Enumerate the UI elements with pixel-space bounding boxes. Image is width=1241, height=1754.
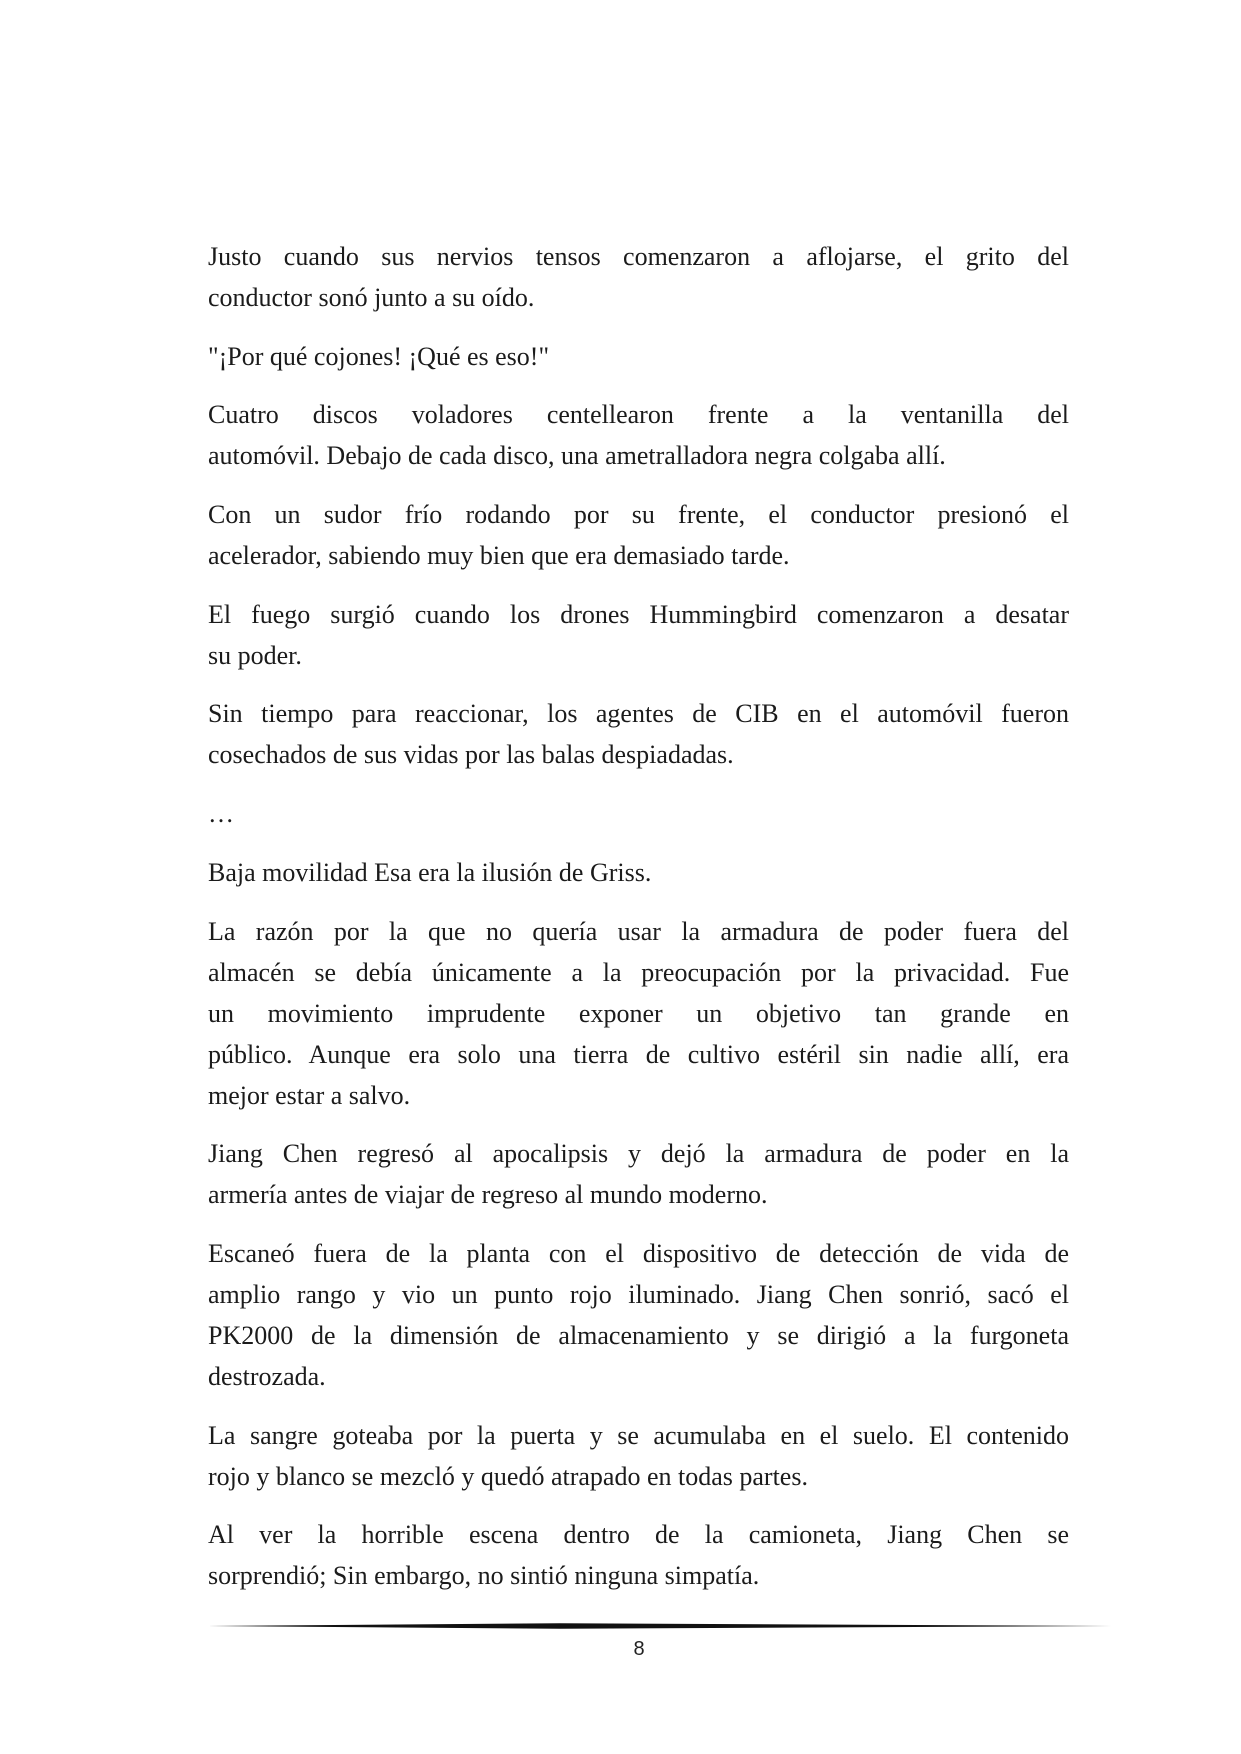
text-line: El fuego surgió cuando los drones Hummingbird comenzaron a desatar (208, 599, 1069, 629)
paragraph (208, 1233, 1069, 1397)
text-line: destrozada. (208, 1361, 326, 1391)
paragraph (208, 911, 1069, 1116)
text-line: Baja movilidad Esa era la ilusión de Griss. (208, 857, 652, 887)
paragraph (208, 1133, 1069, 1215)
text-line: La razón por la que no quería usar la armadura de poder fuera del (208, 916, 1069, 946)
paragraph (208, 336, 1069, 377)
text-line: almacén se debía únicamente a la preocupación por la privacidad. Fue (208, 957, 1069, 987)
text-line: Cuatro discos voladores centellearon frente a la ventanilla del (208, 400, 1069, 430)
text-line: acelerador, sabiendo muy bien que era demasiado tarde. (208, 541, 790, 571)
text-line: automóvil. Debajo de cada disco, una ametralladora negra colgaba allí. (208, 441, 946, 471)
text-line: armería antes de viajar de regreso al mundo moderno. (208, 1180, 768, 1210)
paragraph (208, 394, 1069, 476)
text-line: Con un sudor frío rodando por su frente, el conductor presionó el (208, 500, 1069, 530)
paragraph (208, 236, 1069, 318)
paragraph (208, 1514, 1069, 1596)
text-line: amplio rango y vio un punto rojo iluminado. Jiang Chen sonrió, sacó el (208, 1279, 1069, 1309)
text-line: "¡Por qué cojones! ¡Qué es eso!" (208, 341, 550, 371)
text-line: mejor estar a salvo. (208, 1080, 411, 1110)
text-line: Al ver la horrible escena dentro de la camioneta, Jiang Chen se (208, 1520, 1069, 1550)
ellipsis-line: … (208, 799, 234, 829)
paragraph (208, 852, 1069, 893)
text-line: su poder. (208, 640, 302, 670)
footer-divider-stroke (208, 1623, 1111, 1629)
text-line: PK2000 de la dimensión de almacenamiento y se dirigió a la furgoneta (208, 1320, 1069, 1350)
page-body-text (208, 236, 1069, 1614)
text-line: Justo cuando sus nervios tensos comenzaron a aflojarse, el grito del (208, 242, 1069, 271)
text-line: cosechados de sus vidas por las balas despiadadas. (208, 740, 734, 770)
text-line: Jiang Chen regresó al apocalipsis y dejó la armadura de poder en la (208, 1139, 1069, 1169)
page-number: 8 (633, 1638, 645, 1660)
text-line: un movimiento imprudente exponer un objetivo tan grande en (208, 998, 1069, 1028)
text-line: Sin tiempo para reaccionar, los agentes de CIB en el automóvil fueron (208, 699, 1069, 729)
paragraph (208, 693, 1069, 775)
text-line: La sangre goteaba por la puerta y se acumulaba en el suelo. El contenido (208, 1420, 1069, 1450)
paragraph (208, 494, 1069, 576)
paragraph (208, 1415, 1069, 1497)
text-line: sorprendió; Sin embargo, no sintió ninguna simpatía. (208, 1561, 760, 1591)
text-line: Escaneó fuera de la planta con el dispositivo de detección de vida de (208, 1238, 1069, 1268)
text-line: conductor sonó junto a su oído. (208, 283, 535, 312)
scene-break (208, 793, 1069, 834)
text-line: público. Aunque era solo una tierra de cultivo estéril sin nadie allí, era (208, 1039, 1069, 1069)
text-line: rojo y blanco se mezcló y quedó atrapado en todas partes. (208, 1461, 808, 1491)
paragraph (208, 594, 1069, 676)
